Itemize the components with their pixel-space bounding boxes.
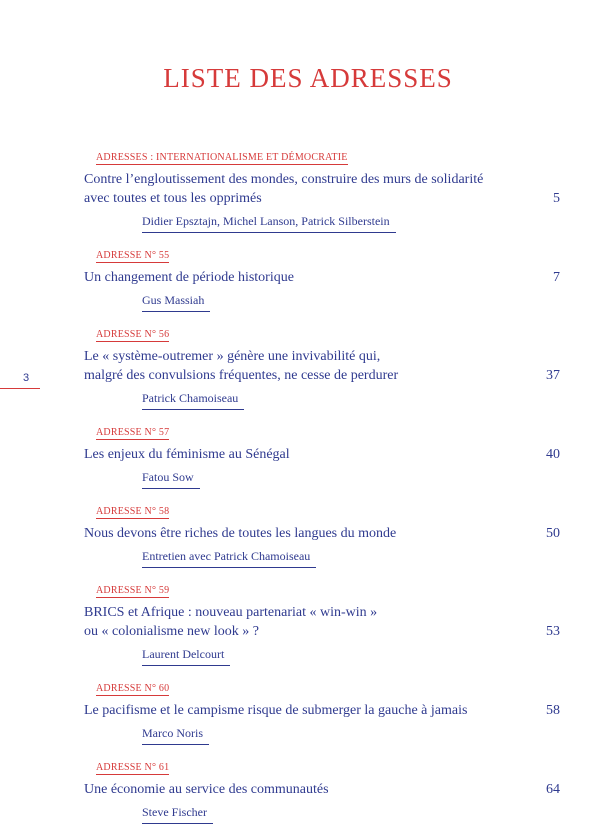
entry-category: ADRESSE N° 56 [96, 329, 170, 340]
entry-title-line: Le pacifisme et le campisme risque de submerger la gauche à jamais [84, 703, 468, 718]
entry-page-number: 53 [546, 624, 560, 639]
entry-page-number: 50 [546, 526, 560, 541]
entry-title [84, 445, 560, 464]
entry-title-line: Une économie au service des communautés [84, 782, 329, 797]
entry-title-line: ou « colonialisme new look » ? [84, 624, 259, 639]
entry-category: ADRESSE N° 57 [96, 427, 170, 438]
entry-title-line: Un changement de période historique [84, 270, 294, 285]
entry-title [84, 701, 560, 720]
entry-category: ADRESSE N° 59 [96, 585, 170, 596]
toc-entry [84, 501, 560, 568]
entry-category: ADRESSE N° 61 [96, 762, 170, 773]
toc-entry [84, 678, 560, 745]
entry-title-line: avec toutes et tous les opprimés [84, 191, 262, 206]
entry-title-line: Les enjeux du féminisme au Sénégal [84, 447, 290, 462]
toc-entry [84, 422, 560, 489]
entry-page-number: 64 [546, 782, 560, 797]
entry-author: Marco Noris [142, 726, 209, 745]
entry-title [84, 780, 560, 799]
entry-author: Didier Epsztajn, Michel Lanson, Patrick Silberstein [142, 214, 396, 233]
entry-category: ADRESSES : INTERNATIONALISME ET DÉMOCRATIE [96, 152, 348, 163]
entry-author: Fatou Sow [142, 470, 200, 489]
entry-page-number: 40 [546, 447, 560, 462]
toc-entry [84, 757, 560, 824]
entry-title [84, 524, 560, 543]
entry-author: Entretien avec Patrick Chamoiseau [142, 549, 316, 568]
entry-title-line: Le « système-outremer » génère une invivabilité qui, [84, 349, 381, 364]
entry-author: Laurent Delcourt [142, 647, 230, 666]
entry-title [84, 268, 560, 287]
toc-entry [84, 245, 560, 312]
entry-page-number: 5 [553, 191, 560, 206]
toc-entry [84, 147, 560, 233]
entry-author: Patrick Chamoiseau [142, 391, 244, 410]
entry-page-number: 37 [546, 368, 560, 383]
entry-author: Steve Fischer [142, 805, 213, 824]
entry-category: ADRESSE N° 58 [96, 506, 170, 517]
entry-title-line: Nous devons être riches de toutes les langues du monde [84, 526, 397, 541]
toc-entry [84, 324, 560, 410]
entry-title [84, 347, 560, 385]
entry-title-line: Contre l’engloutissement des mondes, construire des murs de solidarité [84, 172, 484, 187]
entry-page-number: 7 [553, 270, 560, 285]
entry-title [84, 170, 560, 208]
entry-title [84, 603, 560, 641]
entry-author: Gus Massiah [142, 293, 210, 312]
entry-category: ADRESSE N° 60 [96, 683, 170, 694]
entry-title-line: BRICS et Afrique : nouveau partenariat « win-win » [84, 605, 378, 620]
toc-entry [84, 580, 560, 666]
entry-title-line: malgré des convulsions fréquentes, ne cesse de perdurer [84, 368, 399, 383]
page-number: 3 [23, 372, 30, 384]
entry-page-number: 58 [546, 703, 560, 718]
toc-list [0, 147, 616, 824]
entry-category: ADRESSE N° 55 [96, 250, 170, 261]
page-title: LISTE DES ADRESSES [163, 63, 453, 93]
